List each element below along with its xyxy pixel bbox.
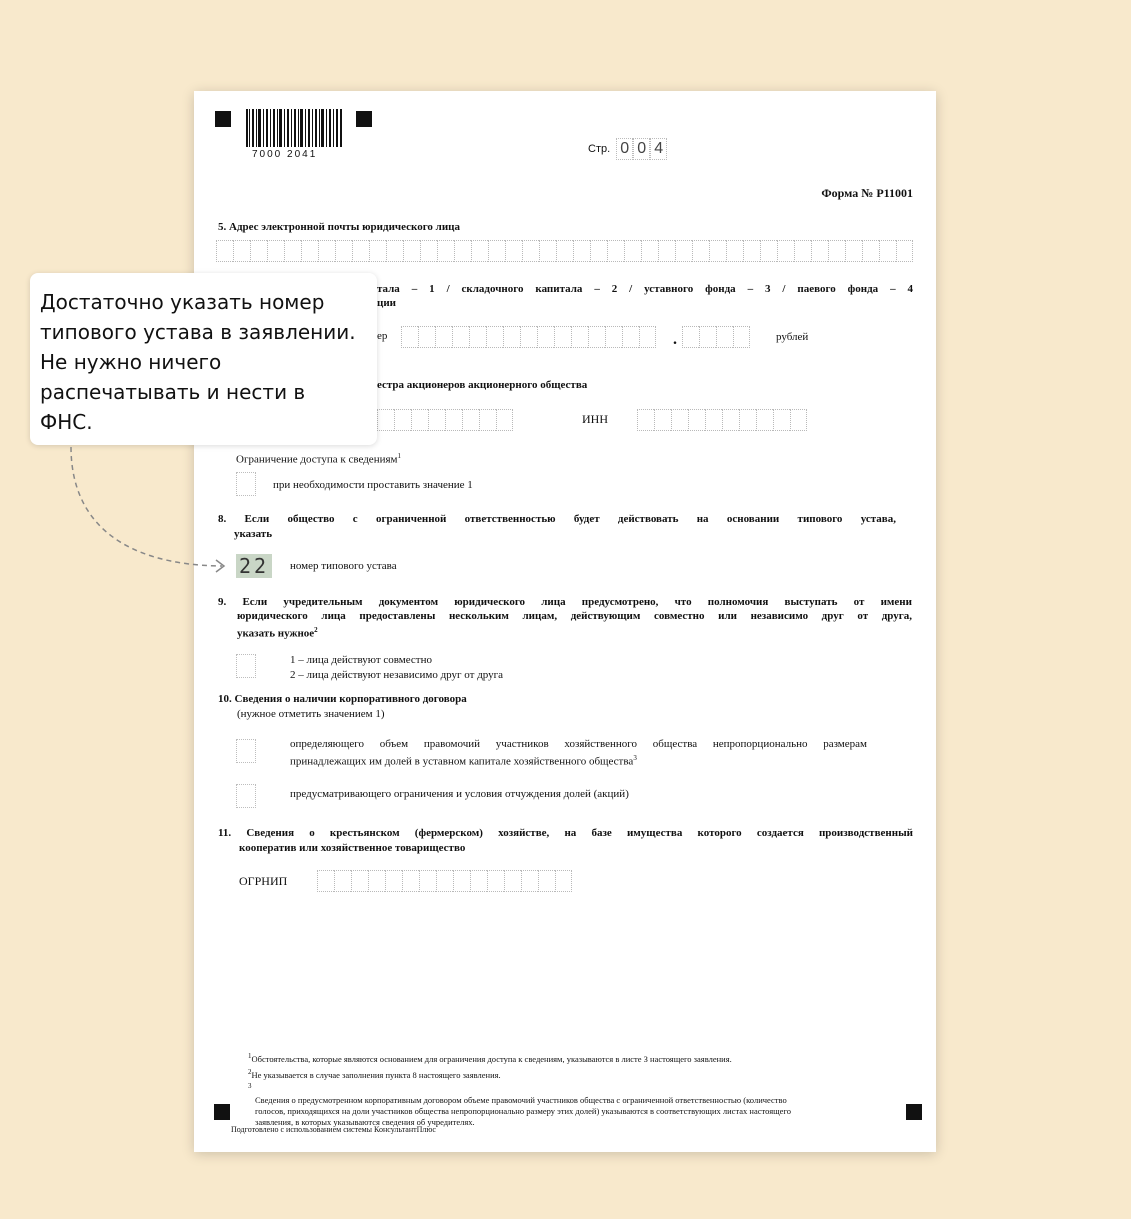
restriction-hint: при необходимости проставить значение 1 xyxy=(273,479,473,491)
page-digit: 0 xyxy=(633,138,650,160)
currency-unit: рублей xyxy=(776,331,809,343)
inn-label: ИНН xyxy=(582,412,608,426)
registration-marker xyxy=(214,1104,230,1120)
callout-line: типового устава в заявлении. xyxy=(40,320,356,344)
callout-line: ФНС. xyxy=(40,410,93,434)
section8-title: 8. Если общество с ограниченной ответственностью будет действовать на основании типового устава, xyxy=(218,513,896,525)
inn-field[interactable] xyxy=(637,409,807,431)
section10-title: 10. Сведения о наличии корпоративного договора xyxy=(218,693,467,705)
section7-title: естра акционеров акционерного общества xyxy=(377,379,588,391)
capital-label: ер xyxy=(377,330,388,342)
decimal-point: . xyxy=(673,331,677,348)
email-field[interactable] xyxy=(216,240,913,262)
section11-title: 11. Сведения о крестьянском (фермерском) хозяйстве, на базе имущества которого создается производственный xyxy=(218,827,913,839)
restriction-checkbox[interactable] xyxy=(236,472,256,496)
section5-title: 5. Адрес электронной почты юридического лица xyxy=(218,221,461,233)
footnote-2: $^2$Не указывается в случае заполнения пункта 8 настоящего заявления. xyxy=(248,1068,501,1080)
registration-marker xyxy=(215,111,231,127)
footnote-ref: 2 xyxy=(314,626,318,634)
barcode-number: 7000 2041 xyxy=(252,149,318,160)
charter-number-label: номер типового устава xyxy=(290,560,397,572)
form-name: Форма № Р11001 xyxy=(821,186,913,200)
capital-amount-field[interactable] xyxy=(401,326,656,348)
page-digit: 4 xyxy=(650,138,667,160)
corporate-option-1: определяющего объем правомочий участников хозяйственного общества непропорционально размерам xyxy=(290,738,867,750)
capital-kopeks-field[interactable] xyxy=(682,326,750,348)
section6-title-line2: ции xyxy=(377,297,397,309)
form-page xyxy=(194,91,936,1152)
callout-line: Не нужно ничего xyxy=(40,350,222,374)
barcode xyxy=(246,109,342,147)
section9-title-line2: юридического лица предоставлены нескольким лицам, действующим совместно или независимо друг от друга, xyxy=(237,610,912,622)
corporate-option-2: предусматривающего ограничения и условия отчуждения долей (акций) xyxy=(290,788,629,800)
footnote-ref: 1 xyxy=(397,452,401,460)
footnote-1: $^1$Обстоятельства, которые являются основанием для ограничения доступа к сведениям, указываются в листе З настоящего заявления. xyxy=(248,1052,732,1064)
callout-line: Достаточно указать номер xyxy=(40,290,325,314)
corporate-option-1-line2: принадлежащих им долей в уставном капитале хозяйственного общества$^3$ xyxy=(290,754,637,768)
corporate-agreement-checkbox-1[interactable] xyxy=(236,739,256,763)
restriction-label: Ограничение доступа к сведениям$^1$ xyxy=(236,452,401,466)
callout-line: распечатывать и нести в xyxy=(40,380,306,404)
callout-tooltip xyxy=(30,273,377,445)
prepared-note: Подготовлено с использованием системы КонсультантПлюс xyxy=(231,1125,436,1134)
ogrnip-field[interactable] xyxy=(317,870,572,892)
ogrnip-label: ОГРНИП xyxy=(239,874,288,888)
authority-checkbox[interactable] xyxy=(236,654,256,678)
authority-option-2: 2 – лица действуют независимо друг от друга xyxy=(290,669,504,681)
corporate-agreement-checkbox-2[interactable] xyxy=(236,784,256,808)
section11-title-line2: кооператив или хозяйственное товарищество xyxy=(239,842,466,854)
page-number xyxy=(588,138,667,160)
section6-title: тала – 1 / складочного капитала – 2 / уставного фонда – 3 / паевого фонда – 4 xyxy=(377,283,913,295)
registrar-ogrn-field[interactable] xyxy=(377,409,513,431)
charter-number-field[interactable]: 22 xyxy=(236,554,272,578)
footnote-3: $^3$ Сведения о предусмотренном корпоративным договором объеме правомочий участников общества с ограниченной ответственностью (количество голосов, приходящихся на доли участников общества непропорционально размеру этих долей) указываются в соответствующих листах настоящего заявления, в которых указываются сведения об учредителях. xyxy=(248,1082,791,1127)
footnote-ref: 3 xyxy=(633,754,637,762)
registration-marker xyxy=(906,1104,922,1120)
registration-marker xyxy=(356,111,372,127)
section8-title-line2: указать xyxy=(234,528,273,540)
section10-subtitle: (нужное отметить значением 1) xyxy=(237,708,385,720)
section9-title: 9. Если учредительным документом юридического лица предусмотрено, что полномочия выступать от имени xyxy=(218,596,912,608)
page-label: Стр. xyxy=(588,143,611,155)
page-digit: 0 xyxy=(616,138,633,160)
authority-option-1: 1 – лица действуют совместно xyxy=(290,654,432,666)
section9-title-line3: указать нужное$^2$ xyxy=(237,626,318,640)
